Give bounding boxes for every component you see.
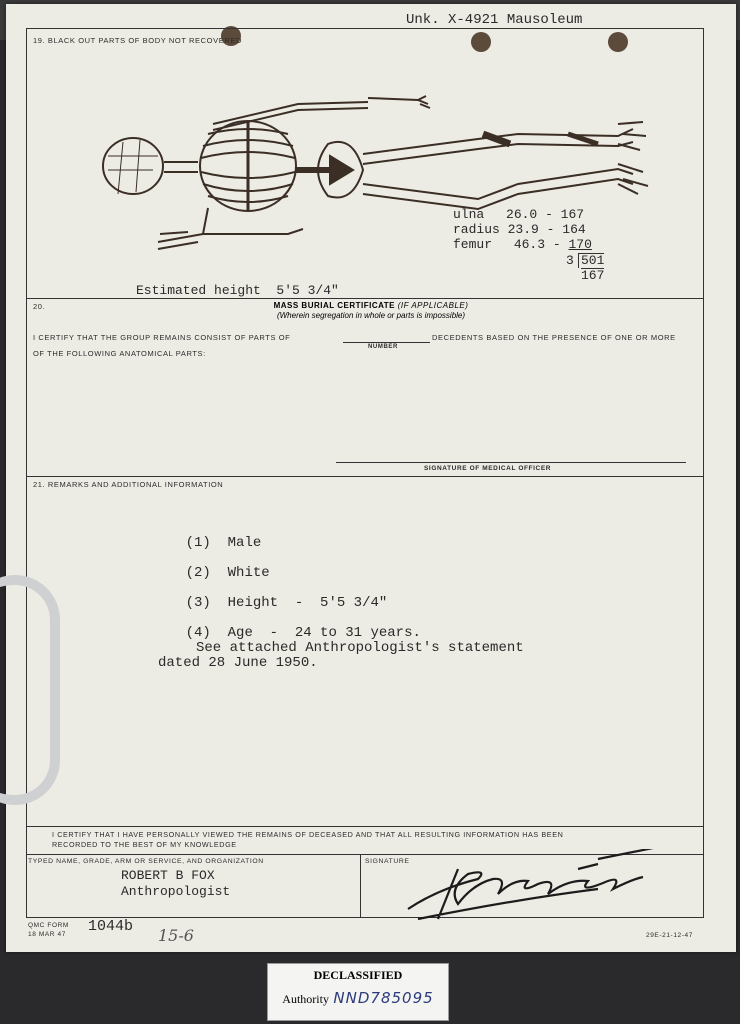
border-top — [26, 28, 704, 29]
remark-text: Age - 24 to 31 years. — [227, 625, 421, 641]
print-code: 29E-21-12-47 — [646, 932, 693, 939]
remark-text: White — [227, 565, 270, 581]
certification-line1: I CERTIFY THAT I HAVE PERSONALLY VIEWED THE REMAINS OF DECEASED AND THAT ALL RESULTING INFORMATION HAS BEEN — [52, 830, 564, 839]
typed-name-label: TYPED NAME, GRADE, ARM OR SERVICE, AND ORGANIZATION — [28, 858, 264, 865]
section-20-title-row — [6, 301, 736, 310]
division-divisor: 3 — [566, 253, 574, 268]
signature-label: SIGNATURE — [365, 858, 410, 865]
form-number: 1044b — [88, 918, 134, 935]
bone-height: 170 — [568, 237, 592, 252]
border-right — [703, 28, 704, 918]
certify-line2: OF THE FOLLOWING ANATOMICAL PARTS: — [33, 349, 206, 358]
remark-text: Height - 5'5 3/4" — [227, 595, 388, 611]
bone-length: 23.9 — [507, 222, 539, 237]
bone-height: 167 — [560, 207, 585, 222]
measurement-femur: femur 46.3 - 170 — [453, 237, 592, 252]
remark-number: (1) — [185, 535, 211, 551]
handwritten-signature — [398, 849, 668, 924]
handwritten-note: 15-6 — [158, 926, 194, 945]
section-20-title-suffix: (IF APPLICABLE) — [397, 301, 469, 310]
section-20-number: 20. — [33, 302, 46, 311]
typed-title: Anthropologist — [121, 884, 231, 899]
remark-text: Male — [227, 535, 262, 551]
declassified-stamp — [267, 963, 449, 1021]
bone-name: ulna — [453, 207, 485, 222]
medical-signature-line — [336, 462, 686, 463]
estimated-height: Estimated height 5'5 3/4" — [136, 283, 339, 298]
form-label: QMC FORM — [28, 922, 69, 929]
remarks-note-line2: dated 28 June 1950. — [158, 655, 318, 671]
punch-hole — [608, 32, 628, 52]
measurement-radius: radius 23.9 - 164 — [453, 222, 586, 237]
bone-name: radius — [453, 222, 500, 237]
remark-number: (2) — [185, 565, 211, 581]
remarks-note-line1: See attached Anthropologist's statement — [196, 640, 524, 656]
remark-number: (4) — [185, 625, 211, 641]
signature-column-divider — [360, 854, 361, 917]
section-20-subtitle: (Wherein segregation in whole or parts is impossible) — [276, 311, 466, 320]
certify-post: DECEDENTS BASED ON THE PRESENCE OF ONE OR MORE — [432, 333, 676, 342]
bone-height: 164 — [562, 222, 586, 237]
number-label: NUMBER — [368, 344, 398, 350]
stamp-authority-row — [268, 989, 448, 1008]
bone-length: 46.3 — [513, 237, 546, 252]
division-sum: 501 — [578, 253, 604, 268]
divider-section-21 — [26, 476, 704, 477]
divider-section-20 — [26, 298, 704, 299]
remark-number: (3) — [185, 595, 211, 611]
divider-certification — [26, 826, 704, 827]
section-21-label: 21. REMARKS AND ADDITIONAL INFORMATION — [33, 480, 224, 489]
typed-name: ROBERT B FOX — [121, 868, 215, 883]
section-20-title: MASS BURIAL CERTIFICATE — [273, 301, 396, 310]
medical-signature-label: SIGNATURE OF MEDICAL OFFICER — [424, 465, 552, 472]
stamp-authority-label: Authority — [282, 992, 329, 1006]
stamp-title: DECLASSIFIED — [313, 968, 403, 982]
number-blank — [343, 342, 430, 343]
measurement-ulna: ulna 26.0 - 167 — [453, 207, 585, 222]
form-date: 18 MAR 47 — [28, 931, 66, 938]
division-result: 167 — [581, 268, 605, 283]
form-page — [6, 4, 736, 952]
bone-name: femur — [453, 237, 493, 252]
stamp-authority-code: NND785095 — [333, 989, 434, 1007]
certification-line2: RECORDED TO THE BEST OF MY KNOWLEDGE — [52, 840, 237, 849]
punch-hole — [471, 32, 491, 52]
section-19-label: 19. BLACK OUT PARTS OF BODY NOT RECOVERED — [33, 36, 242, 45]
bone-length: 26.0 — [506, 207, 538, 222]
header-note: Unk. X-4921 Mausoleum — [406, 12, 583, 28]
cloth-loop — [0, 575, 60, 805]
certify-pre: I CERTIFY THAT THE GROUP REMAINS CONSIST OF PARTS OF — [33, 333, 291, 342]
